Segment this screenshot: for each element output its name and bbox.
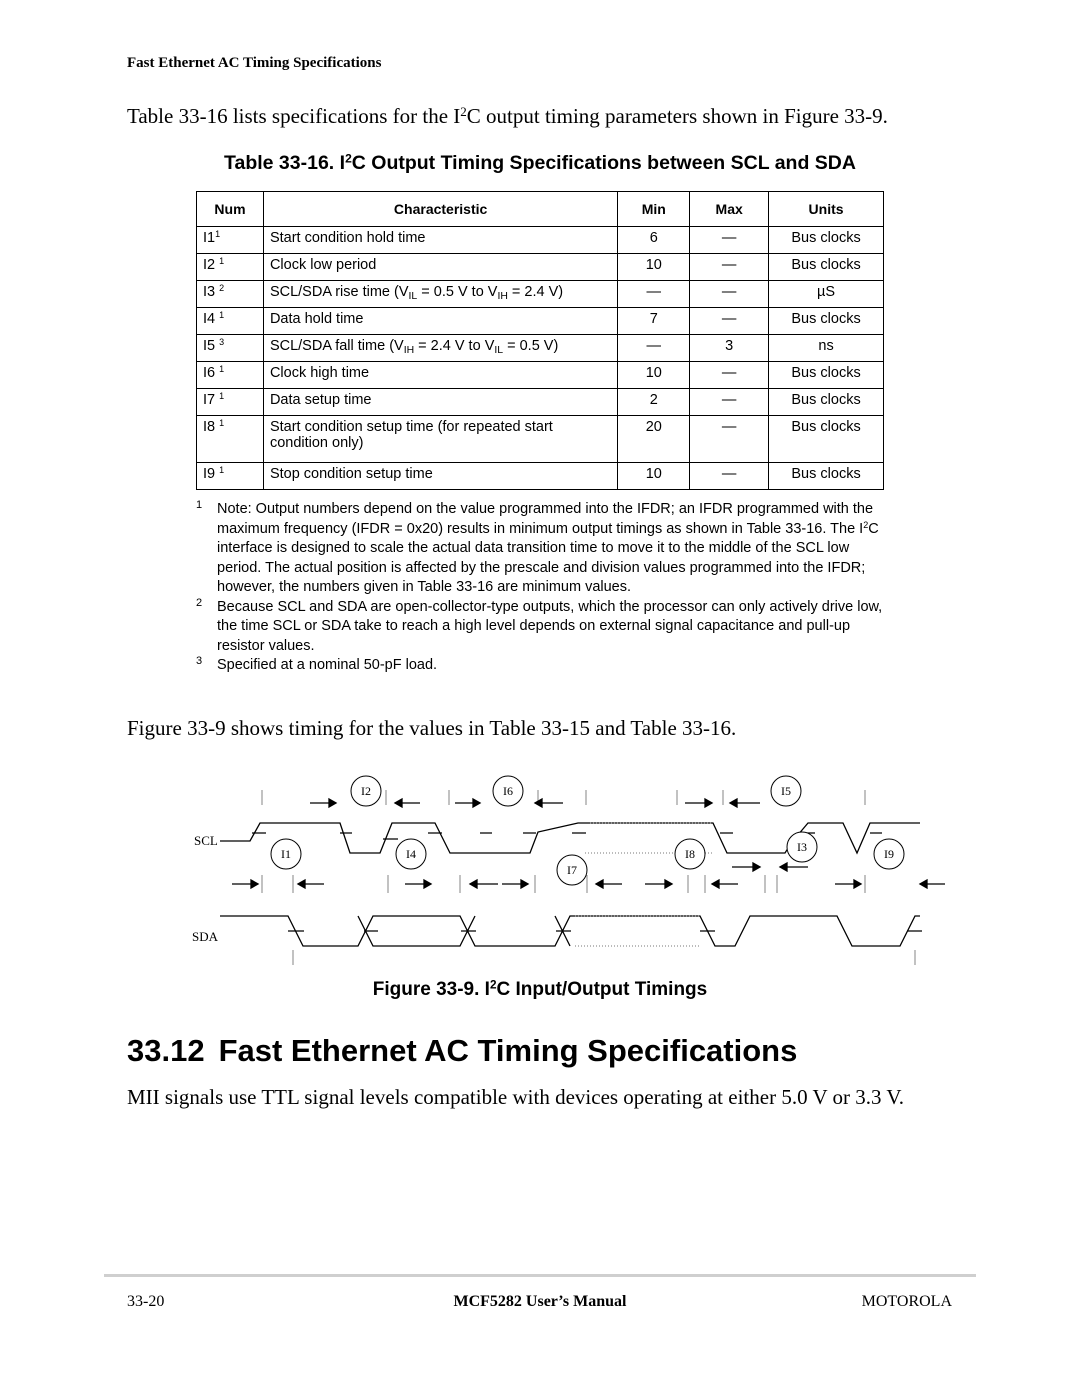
row-num: [197, 308, 264, 335]
table-row: [197, 308, 884, 335]
arrow-i2-left: [310, 799, 336, 807]
row-characteristic: SCL/SDA fall time ($V_{IH} = 2.4$ V to $V_{IL} = 0.5$ V): [263, 335, 617, 362]
row-max: —: [690, 463, 769, 490]
footnote-ref: 1: [215, 229, 221, 240]
header-num: Num: [197, 192, 264, 227]
footer-page-number: 33-20: [127, 1293, 165, 1310]
table-row: [197, 227, 884, 254]
num-label: I2: [203, 257, 220, 273]
row-units: Bus clocks: [769, 389, 884, 416]
running-header: Fast Ethernet AC Timing Specifications: [127, 55, 382, 71]
row-units: Bus clocks: [769, 463, 884, 490]
row-max: —: [690, 362, 769, 389]
row-min: 7: [618, 308, 690, 335]
footnote-ref: 1: [219, 256, 225, 267]
arrow-i8-left: [645, 880, 672, 888]
table-row: [197, 416, 884, 463]
footer-company: MOTOROLA: [861, 1293, 952, 1310]
row-characteristic: SCL/SDA rise time ($V_{IL} = 0.5$ V to $V_{IH} = 2.4$ V): [263, 281, 617, 308]
figure-reference-paragraph: Figure 33-9 shows timing for the values in Table 33-15 and Table 33-16.: [127, 716, 737, 740]
row-num: [197, 281, 264, 308]
row-min: 2: [618, 389, 690, 416]
row-min: 10: [618, 463, 690, 490]
label-i8: I8: [685, 847, 695, 861]
num-label: I6: [203, 365, 220, 381]
figure-caption-prefix: Figure 33-9. I: [372, 979, 490, 1000]
row-min: 10: [618, 254, 690, 281]
table-caption-rest: C Output Timing Specifications between SCL and SDA: [351, 152, 856, 174]
body-paragraph: MII signals use TTL signal levels compatible with devices operating at either 5.0 V or 3.3 V.: [127, 1085, 905, 1109]
row-units: Bus clocks: [769, 362, 884, 389]
num-label: I1: [203, 230, 216, 246]
signal-label-scl: SCL: [194, 833, 218, 848]
arrow-i5-right: [730, 799, 760, 807]
footer-manual-title: MCF5282 User’s Manual: [453, 1293, 627, 1310]
arrow-i1-left: [232, 880, 258, 888]
guide-ticks: [262, 790, 915, 965]
row-units: Bus clocks: [769, 416, 884, 463]
arrow-i6-left: [455, 799, 480, 807]
i2c-timing-diagram: [180, 765, 960, 970]
footnote-ref: 1: [219, 465, 225, 476]
footnote-ref: 2: [219, 283, 225, 294]
row-max: —: [690, 308, 769, 335]
arrow-i4-left: [405, 880, 431, 888]
arrow-i1-right: [298, 880, 324, 888]
footnote-ref: 1: [219, 364, 225, 375]
num-label: I7: [203, 392, 220, 408]
arrow-i2-right: [395, 799, 420, 807]
table-caption: [0, 152, 1080, 175]
section-heading: [127, 1033, 797, 1069]
row-units: µS: [769, 281, 884, 308]
num-label: I3: [203, 284, 220, 300]
figure-caption: [0, 979, 1080, 1001]
row-min: 20: [618, 416, 690, 463]
row-characteristic: Clock low period: [263, 254, 617, 281]
table-row: [197, 281, 884, 308]
intro-text-1: Table 33-16 lists specifications for the I: [127, 104, 461, 128]
row-num: [197, 254, 264, 281]
footnote-ref: 1: [219, 391, 225, 402]
footnote-ref: 1: [219, 310, 225, 321]
arrow-i7-left: [502, 880, 528, 888]
voltage-subscript: IL: [494, 345, 504, 357]
row-max: —: [690, 281, 769, 308]
footnote-ref: 3: [219, 337, 225, 348]
row-characteristic: Data hold time: [263, 308, 617, 335]
label-i5: I5: [781, 784, 791, 798]
label-i7: I7: [567, 863, 577, 877]
signal-label-sda: SDA: [192, 929, 219, 944]
table-caption-superscript: 2: [345, 151, 352, 166]
arrow-i9-right: [920, 880, 945, 888]
footnote: [196, 656, 886, 676]
figure-caption-rest: C Input/Output Timings: [496, 979, 708, 1000]
label-i2: I2: [361, 784, 371, 798]
footnote: [196, 500, 886, 598]
arrow-i9-left: [835, 880, 861, 888]
table-row: [197, 389, 884, 416]
footnote-text: Specified at a nominal 50-pF load.: [217, 657, 438, 673]
section-title: Fast Ethernet AC Timing Specifications: [218, 1033, 798, 1068]
footnote-mark: 1: [196, 499, 203, 511]
row-units: Bus clocks: [769, 254, 884, 281]
section-number: 33.12: [127, 1033, 205, 1068]
table-row: [197, 335, 884, 362]
intro-text-2: C output timing parameters shown in Figure 33-9.: [466, 104, 888, 128]
row-num: [197, 416, 264, 463]
row-characteristic: Data setup time: [263, 389, 617, 416]
row-num: [197, 335, 264, 362]
label-i9: I9: [884, 847, 894, 861]
row-num: [197, 227, 264, 254]
timing-spec-table: [196, 191, 884, 490]
row-min: 6: [618, 227, 690, 254]
num-label: I4: [203, 311, 220, 327]
row-min: 10: [618, 362, 690, 389]
footnote-mark: 2: [196, 596, 203, 609]
arrow-i8-right: [712, 880, 738, 888]
row-characteristic: Clock high time: [263, 362, 617, 389]
header-characteristic: Characteristic: [263, 192, 617, 227]
table-header-row: [197, 192, 884, 227]
num-label: I5: [203, 338, 220, 354]
footnote-superscript: 2: [863, 519, 869, 530]
label-i3: I3: [797, 840, 807, 854]
header-max: Max: [690, 192, 769, 227]
row-min: —: [618, 281, 690, 308]
table-caption-prefix: Table 33-16. I: [224, 152, 346, 174]
label-i4: I4: [406, 847, 416, 861]
row-characteristic: Start condition hold time: [263, 227, 617, 254]
num-label: I8: [203, 419, 220, 435]
row-max: —: [690, 254, 769, 281]
table-row: [197, 463, 884, 490]
header-min: Min: [618, 192, 690, 227]
arrow-i6-right: [535, 799, 563, 807]
row-min: —: [618, 335, 690, 362]
row-units: Bus clocks: [769, 227, 884, 254]
table-row: [197, 254, 884, 281]
row-num: [197, 389, 264, 416]
label-i1: I1: [281, 847, 291, 861]
footnote-text-cont: C interface is designed to scale the actual data transition time to move it to the middle of the SCL low period. The actual position is affected by the prescale and division values programmed into the IFDR; however, the numbers given in Table 33-16 are minimum values.: [217, 520, 879, 595]
table-row: [197, 362, 884, 389]
arrow-i3-left: [732, 863, 760, 871]
footnote-mark: 3: [196, 655, 203, 667]
header-units: Units: [769, 192, 884, 227]
voltage-subscript: IH: [403, 345, 415, 357]
footnote-text: Note: Output numbers depend on the value programmed into the IFDR; an IFDR programmed with the maximum frequency (IFDR = 0x20) results in minimum output timings as shown in Table 33-16. The I: [217, 501, 874, 537]
figure-caption-superscript: 2: [489, 978, 497, 992]
row-max: —: [690, 416, 769, 463]
row-max: —: [690, 227, 769, 254]
row-units: Bus clocks: [769, 308, 884, 335]
row-num: [197, 463, 264, 490]
footnote-text: Because SCL and SDA are open-collector-type outputs, which the processor can only actively drive low, the time SCL or SDA take to reach a high level depends on external signal capacitance and pull-up resistor values.: [217, 598, 883, 654]
voltage-subscript: IH: [497, 291, 508, 303]
table-footnotes: [196, 500, 886, 676]
arrow-i5-left: [685, 799, 712, 807]
voltage-subscript: IL: [408, 291, 418, 303]
num-label: I9: [203, 466, 220, 482]
footnote: [196, 598, 886, 657]
sda-dotted-guide: [575, 916, 700, 946]
row-max: —: [690, 389, 769, 416]
label-i6: I6: [503, 784, 513, 798]
intro-paragraph: [127, 104, 888, 129]
row-units: ns: [769, 335, 884, 362]
row-num: [197, 362, 264, 389]
arrow-i4-right: [470, 880, 498, 888]
arrow-i3-right: [780, 863, 808, 871]
row-characteristic: Stop condition setup time: [263, 463, 617, 490]
arrow-i7-right: [596, 880, 622, 888]
row-characteristic: Start condition setup time (for repeated start condition only): [263, 416, 617, 463]
footer-rule: [104, 1274, 976, 1277]
row-max: 3: [690, 335, 769, 362]
footnote-ref: 1: [219, 418, 225, 429]
intro-superscript: 2: [460, 103, 467, 119]
